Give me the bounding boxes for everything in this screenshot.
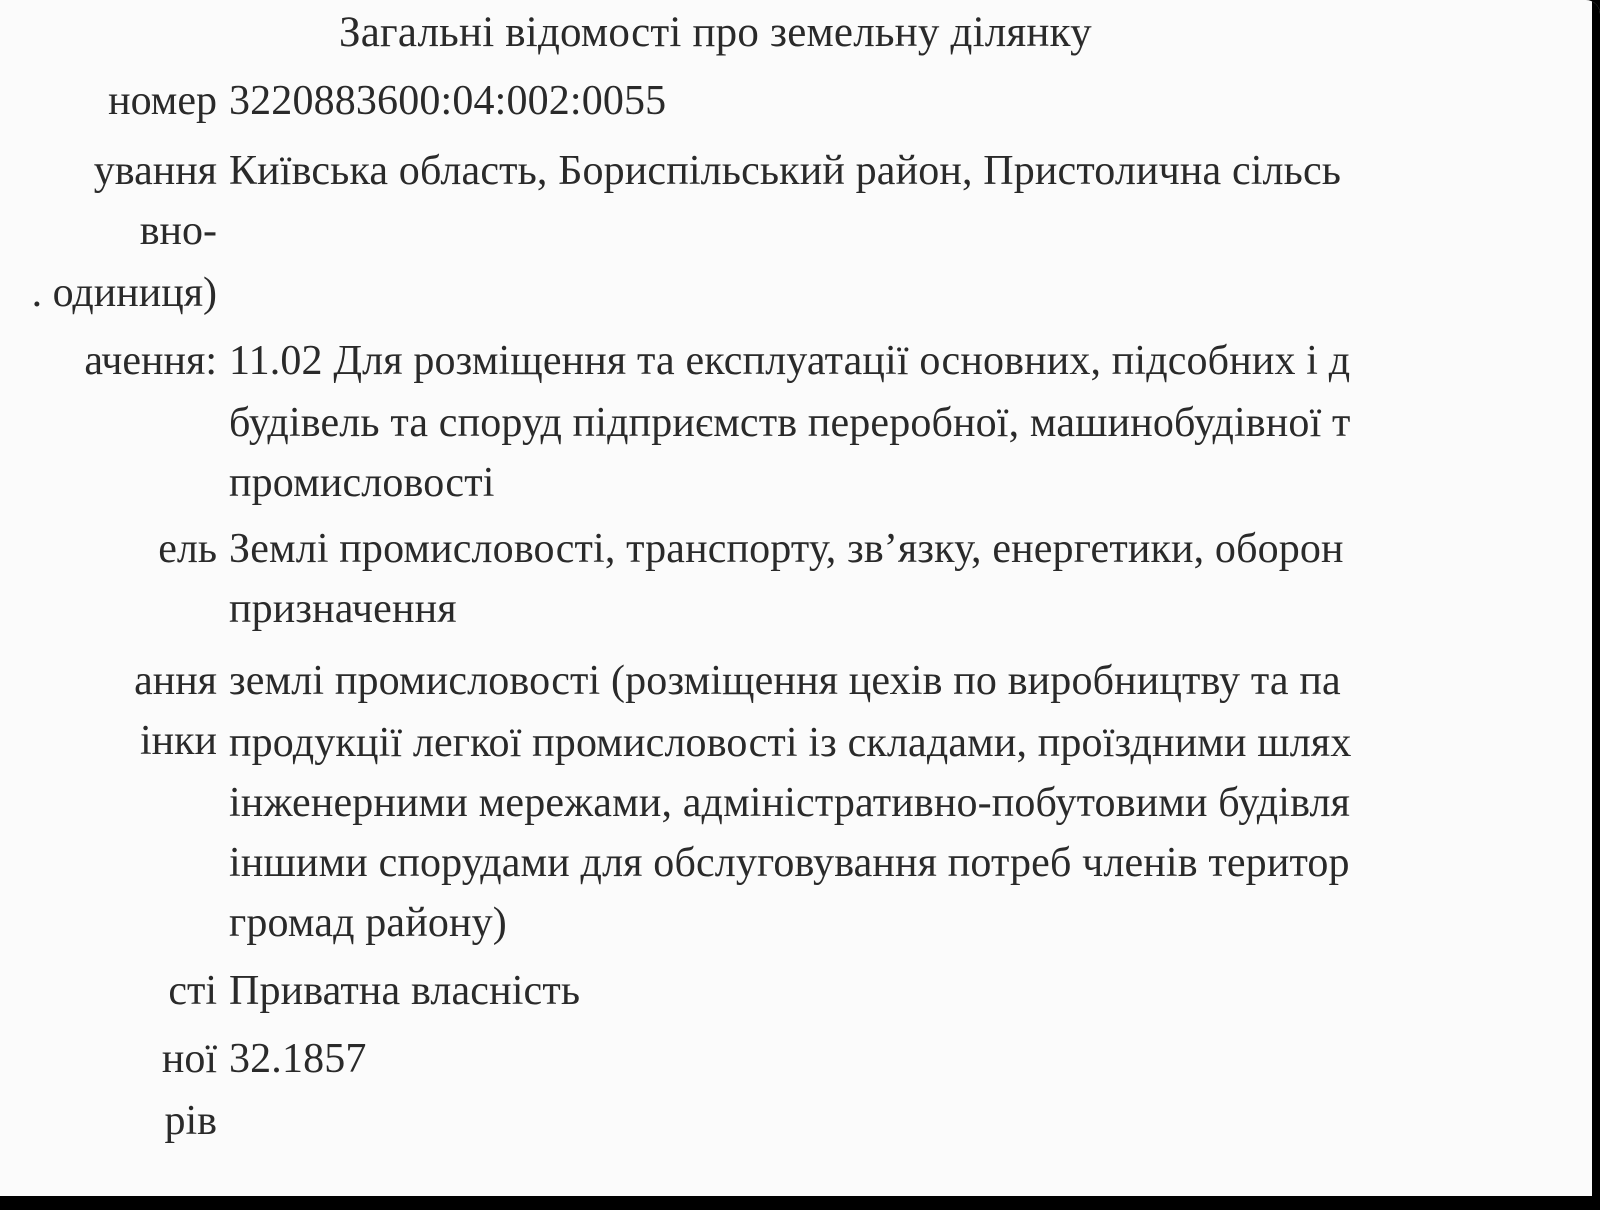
row-value-ownership: Приватна власність (229, 968, 581, 1014)
row-value-land-use-line-1: землі промисловості (розміщення цехів по виробництву та па (229, 658, 1341, 704)
row-label-location-line-1: ування (93, 148, 217, 194)
row-value-land-category-line-2: призначення (229, 586, 457, 632)
row-value-land-category-line-1: Землі промисловості, транспорту, зв’язку, енергетики, оборон (229, 526, 1344, 572)
row-label-land-category: ель (158, 526, 217, 572)
document-title: Загальні відомості про земельну ділянку (339, 9, 1092, 56)
scan-edge-border (1592, 0, 1600, 1196)
row-value-purpose-line-3: промисловості (229, 460, 495, 506)
row-value-land-use-line-2: продукції легкої промисловості із складами, проїздними шлях (229, 720, 1352, 766)
row-label-land-use-line-2: інки (139, 718, 217, 764)
row-value-area: 32.1857 (229, 1036, 367, 1082)
row-label-area-line-1: ної (161, 1036, 217, 1082)
row-value-purpose-line-2: будівель та споруд підприємств переробної, машинобудівної т (229, 400, 1351, 446)
row-label-cadastral-number: номер (108, 78, 217, 124)
row-label-purpose: ачення: (84, 338, 217, 384)
row-label-location-line-3: . одиниця) (31, 270, 217, 316)
row-label-location-line-2: вно- (139, 208, 217, 254)
row-label-area-line-2: рів (164, 1098, 217, 1144)
row-value-cadastral-number: 3220883600:04:002:0055 (229, 78, 667, 124)
row-label-ownership: сті (168, 968, 217, 1014)
row-label-land-use-line-1: ання (134, 658, 217, 704)
row-value-purpose-line-1: 11.02 Для розміщення та експлуатації основних, підсобних і д (229, 338, 1351, 384)
row-value-land-use-line-4: іншими спорудами для обслуговування потреб членів територ (229, 840, 1350, 886)
row-value-location: Київська область, Бориспільський район, Пристолична сільсь (229, 148, 1342, 194)
row-value-land-use-line-3: інженерними мережами, адміністративно-побутовими будівля (229, 780, 1351, 826)
row-value-land-use-line-5: громад району) (229, 900, 507, 946)
